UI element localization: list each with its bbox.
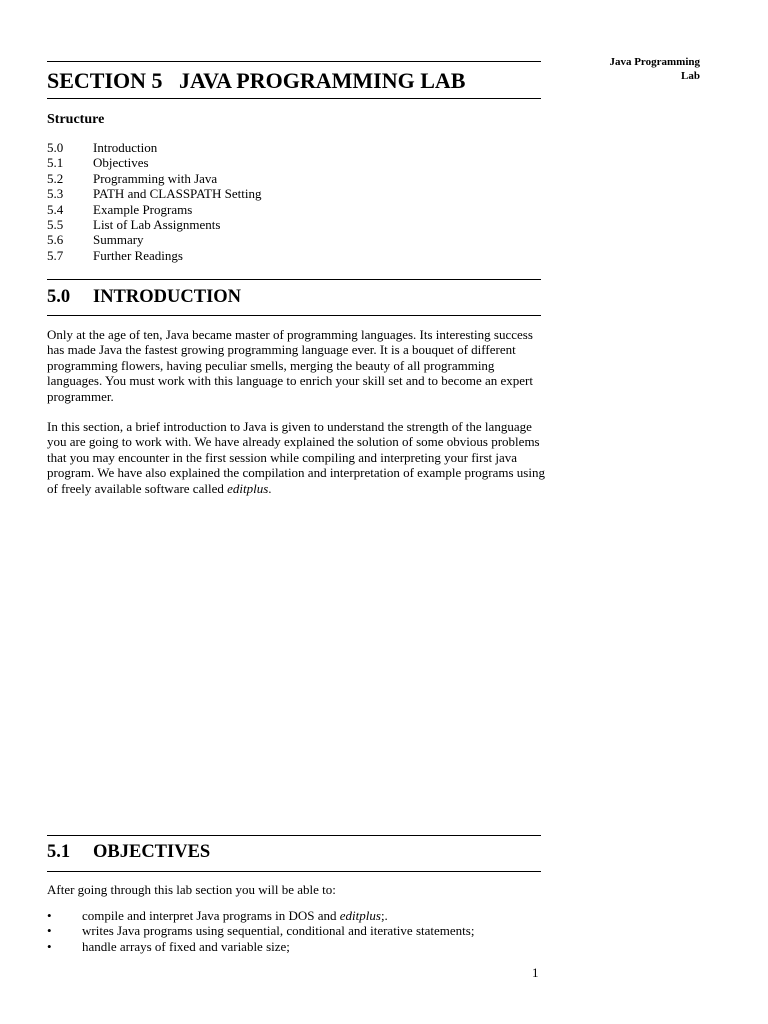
toc-item-title: Example Programs — [93, 201, 193, 217]
bullet-icon: • — [47, 938, 52, 954]
toc-item-number: 5.3 — [47, 186, 64, 202]
introduction-heading — [47, 287, 541, 308]
introduction-paragraph-2-end: . — [268, 480, 272, 496]
structure-label: Structure — [47, 112, 105, 127]
bullet-icon: • — [47, 908, 52, 923]
bullet-text: handle arrays of fixed and variable size; — [82, 938, 290, 954]
toc-item — [47, 217, 541, 232]
introduction-paragraph-1: Only at the age of ten, Java became master of programming languages. Its interesting success has made Java the fastest growing programming language ever. It is a bouquet of different programming flowers, having peculiar smells, merging the beauty of all programming languages. You must work with this language to enrich your skill set and to become an expert programmer. — [47, 327, 533, 404]
objectives-intro: After going through this lab section you will be able to: — [47, 882, 336, 897]
toc-item-title: Programming with Java — [93, 170, 218, 186]
toc-item-title: List of Lab Assignments — [93, 217, 221, 233]
introduction-heading-title: INTRODUCTION — [93, 287, 242, 307]
toc-item-number: 5.5 — [47, 217, 64, 233]
introduction-heading-number: 5.0 — [47, 287, 71, 307]
title-bottom-rule — [47, 98, 541, 99]
running-header-line2: Lab — [681, 70, 700, 82]
bullet-text — [82, 908, 388, 923]
objectives-list — [47, 908, 541, 954]
title-top-rule — [47, 61, 541, 62]
structure-list — [47, 140, 541, 263]
toc-item — [47, 232, 541, 247]
toc-item — [47, 171, 541, 186]
toc-item-number: 5.7 — [47, 247, 64, 263]
introduction-paragraph-2 — [47, 419, 547, 496]
toc-item-title: Summary — [93, 232, 144, 248]
toc-item-number: 5.1 — [47, 155, 64, 171]
toc-item — [47, 140, 541, 155]
toc-item — [47, 186, 541, 201]
toc-item — [47, 155, 541, 170]
objectives-top-rule — [47, 835, 541, 836]
toc-item-title: Objectives — [93, 155, 149, 171]
bullet-text: writes Java programs using sequential, conditional and iterative statements; — [82, 923, 475, 939]
list-item — [47, 939, 541, 954]
editplus-term: editplus — [227, 480, 269, 496]
objectives-heading-number: 5.1 — [47, 842, 71, 862]
running-header — [560, 55, 700, 83]
list-item — [47, 923, 541, 938]
bullet-text-main: compile and interpret Java programs in DOS and — [82, 908, 340, 923]
toc-item-title: Introduction — [93, 140, 158, 155]
intro-top-rule — [47, 279, 541, 280]
toc-item-title: Further Readings — [93, 247, 183, 263]
section-title: SECTION 5 JAVA PROGRAMMING LAB — [47, 68, 466, 93]
bullet-text-em: editplus — [339, 908, 381, 923]
bullet-text-end: ;. — [380, 908, 388, 923]
toc-item-number: 5.4 — [47, 201, 64, 217]
objectives-heading-title: OBJECTIVES — [93, 842, 211, 862]
toc-item-title: PATH and CLASSPATH Setting — [93, 186, 262, 202]
toc-item — [47, 248, 541, 263]
introduction-paragraph-2-text: In this section, a brief introduction to Java is given to understand the strength of the language you are going to work with. We have already explained the solution of some obvious problems that you may encounter in the first session while compiling and interpreting your first java program. We have also explained the compilation and interpretation of example programs using of freely available software called — [47, 419, 545, 496]
objectives-heading — [47, 842, 541, 863]
page-number: 1 — [532, 965, 539, 980]
intro-bottom-rule — [47, 315, 541, 316]
toc-item-number: 5.2 — [47, 170, 64, 186]
bullet-icon: • — [47, 923, 52, 939]
toc-item — [47, 202, 541, 217]
running-header-line1: Java Programming — [609, 56, 700, 68]
objectives-bottom-rule — [47, 871, 541, 872]
toc-item-number: 5.6 — [47, 232, 64, 248]
toc-item-number: 5.0 — [47, 140, 64, 155]
list-item — [47, 908, 541, 923]
